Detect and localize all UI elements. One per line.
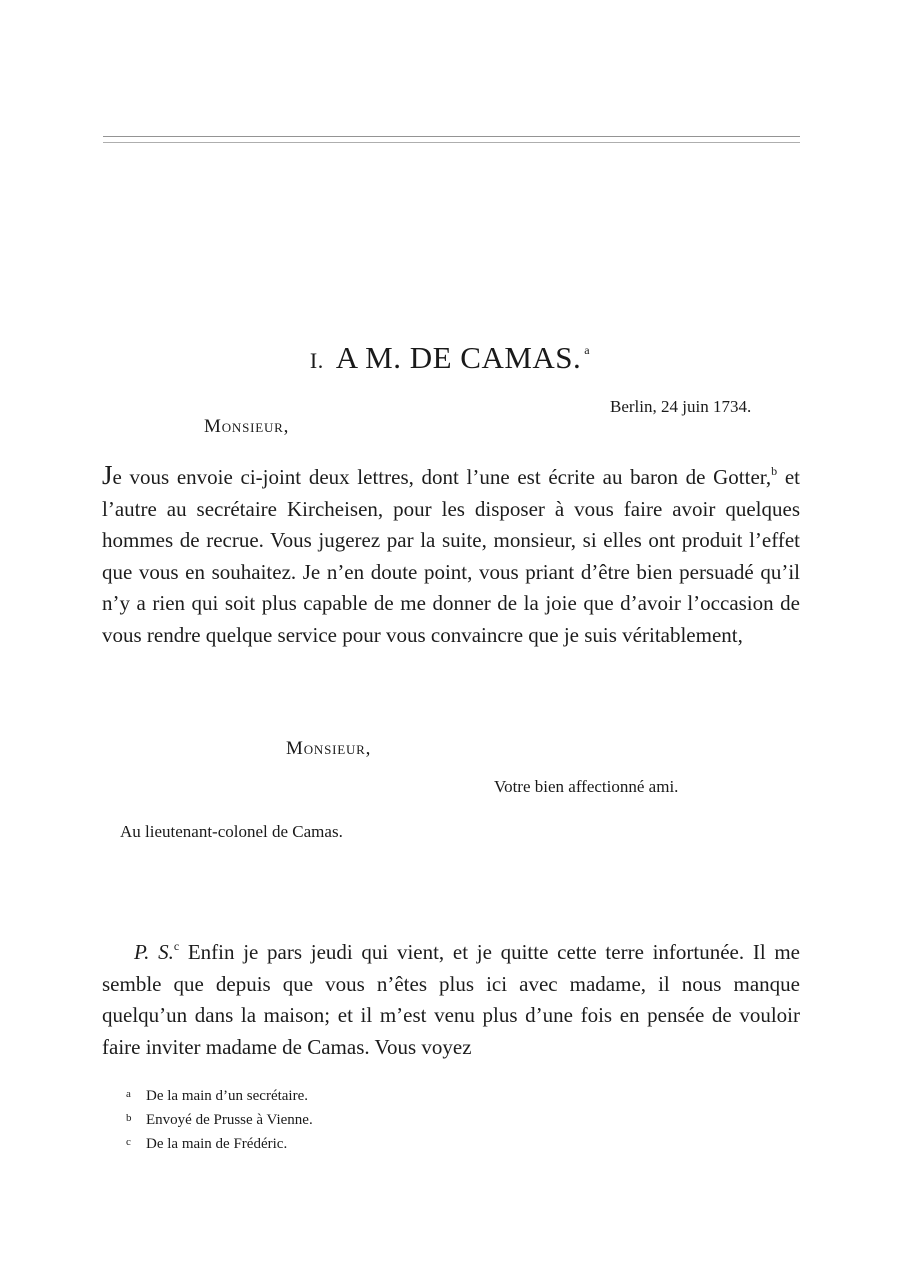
salutation-opening: Monsieur,: [204, 416, 290, 437]
letter-body: [102, 456, 800, 651]
footnote-text: Envoyé de Prusse à Vienne.: [146, 1112, 313, 1128]
footnote-item: [126, 1131, 313, 1155]
footnote-ref-b: b: [771, 464, 778, 478]
body-text-part1: e vous envoie ci-joint deux lettres, dont l’une est écrite au baron de Gotter,: [112, 465, 772, 489]
footnote-item: [126, 1083, 313, 1107]
recipient-address: Au lieutenant-colonel de Camas.: [120, 822, 343, 841]
letter-title: A M. DE CAMAS.: [335, 340, 582, 375]
body-text-part2: et l’autre au secrétaire Kircheisen, pour les disposer à vous faire avoir quelques hommes de recrue. Vous jugerez par la suite, monsieur, si elles ont produit l’effet que vous en souhaitez. Je n’en doute point, vous priant d’être bien persuadé qu’il n’y a rien qui soit plus capable de me donner de la joie que d’avoir l’occasion de vous rendre quelque service pour vous convaincre que je suis véritablement,: [102, 465, 800, 647]
letter-heading: [0, 340, 900, 376]
footnote-text: De la main de Frédéric.: [146, 1136, 288, 1152]
drop-cap: J: [102, 460, 113, 490]
footnote-mark: b: [126, 1112, 132, 1124]
letter-number: I.: [309, 348, 324, 373]
top-rule: [103, 136, 800, 143]
footnote-text: De la main d’un secrétaire.: [146, 1088, 309, 1104]
footnote-mark: c: [126, 1136, 131, 1148]
postscript-label: P. S.: [134, 940, 174, 964]
signature-line: Votre bien affectionné ami.: [494, 777, 679, 796]
postscript: [102, 931, 800, 1063]
postscript-text: Enfin je pars jeudi qui vient, et je quitte cette terre infortunée. Il me semble que depuis que vous n’êtes plus ici avec madame, il nous manque quelqu’un dans la maison; et il m’est venu plus d’une fois en pensée de vouloir faire inviter madame de Camas. Vous voyez: [102, 940, 801, 1059]
footnote-item: [126, 1107, 313, 1131]
footnotes: [126, 1083, 313, 1155]
salutation-closing: Monsieur,: [286, 738, 372, 759]
footnote-ref-c: c: [173, 939, 180, 953]
dateline: Berlin, 24 juin 1734.: [610, 397, 752, 416]
footnote-ref-a: a: [584, 343, 591, 357]
footnote-mark: a: [126, 1088, 131, 1100]
